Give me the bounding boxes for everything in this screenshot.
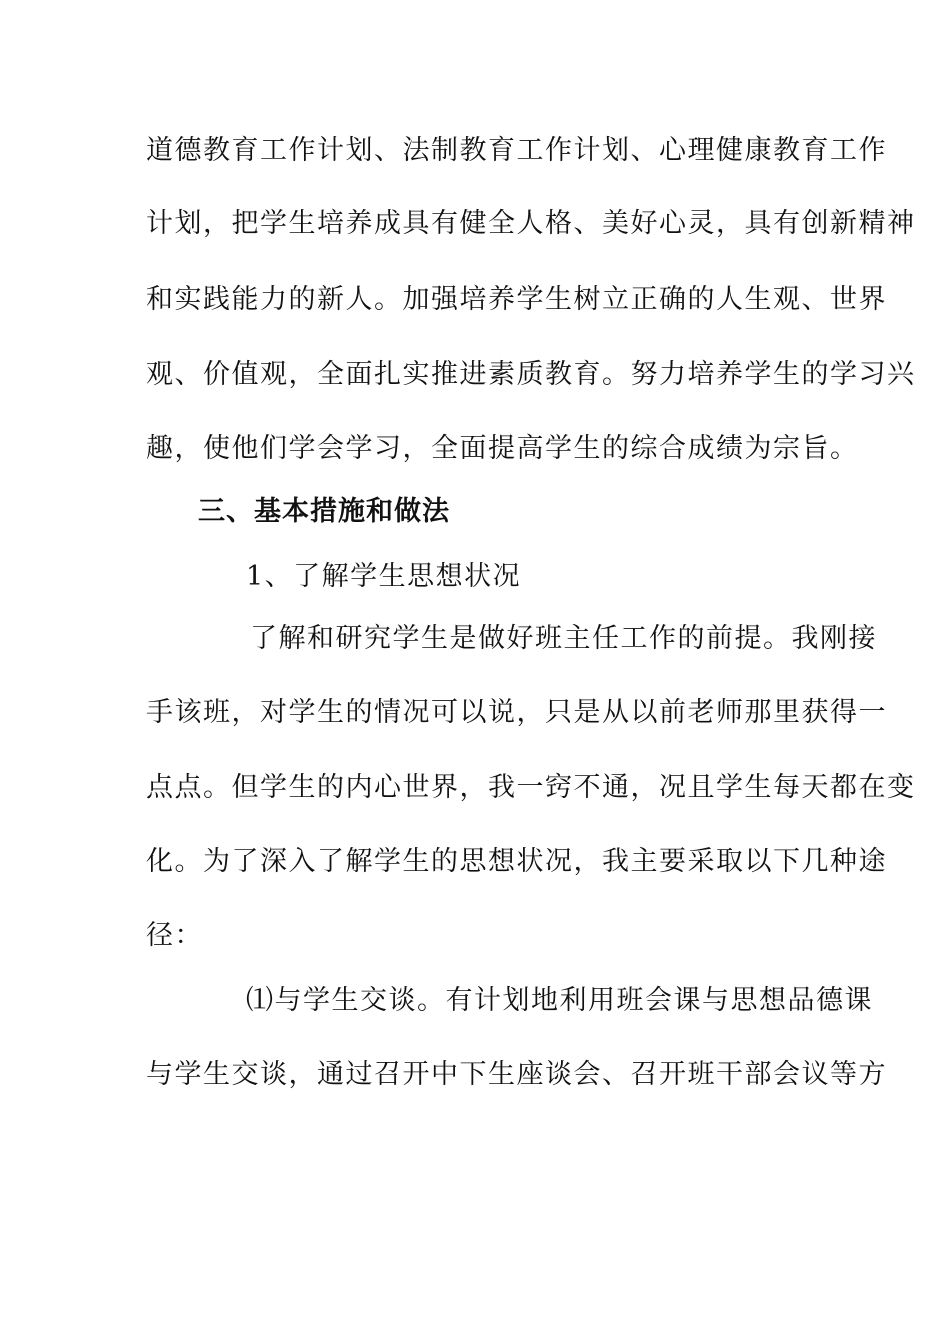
section-heading: 三、基本措施和做法 [198,496,450,527]
body-line: 化。为了深入了解学生的思想状况，我主要采取以下几种途 [146,846,887,877]
body-line: 点点。但学生的内心世界，我一窍不通，况且学生每天都在变 [146,772,916,803]
paragraph-first-line: ⑴与学生交谈。有计划地利用班会课与思想品德课 [246,985,873,1016]
body-line: 和实践能力的新人。加强培养学生树立正确的人生观、世界 [146,284,887,315]
body-line: 与学生交谈，通过召开中下生座谈会、召开班干部会议等方 [146,1059,887,1090]
body-line: 道德教育工作计划、法制教育工作计划、心理健康教育工作 [146,135,887,166]
body-line: 观、价值观，全面扎实推进素质教育。努力培养学生的学习兴 [146,359,916,390]
body-line: 手该班，对学生的情况可以说，只是从以前老师那里获得一 [146,697,887,728]
body-line: 趣，使他们学会学习，全面提高学生的综合成绩为宗旨。 [146,433,859,464]
body-line: 径： [146,920,203,951]
subheading: 1、了解学生思想状况 [246,561,522,592]
paragraph-first-line: 了解和研究学生是做好班主任工作的前提。我刚接 [250,623,877,654]
body-line: 计划，把学生培养成具有健全人格、美好心灵，具有创新精神 [146,208,916,239]
